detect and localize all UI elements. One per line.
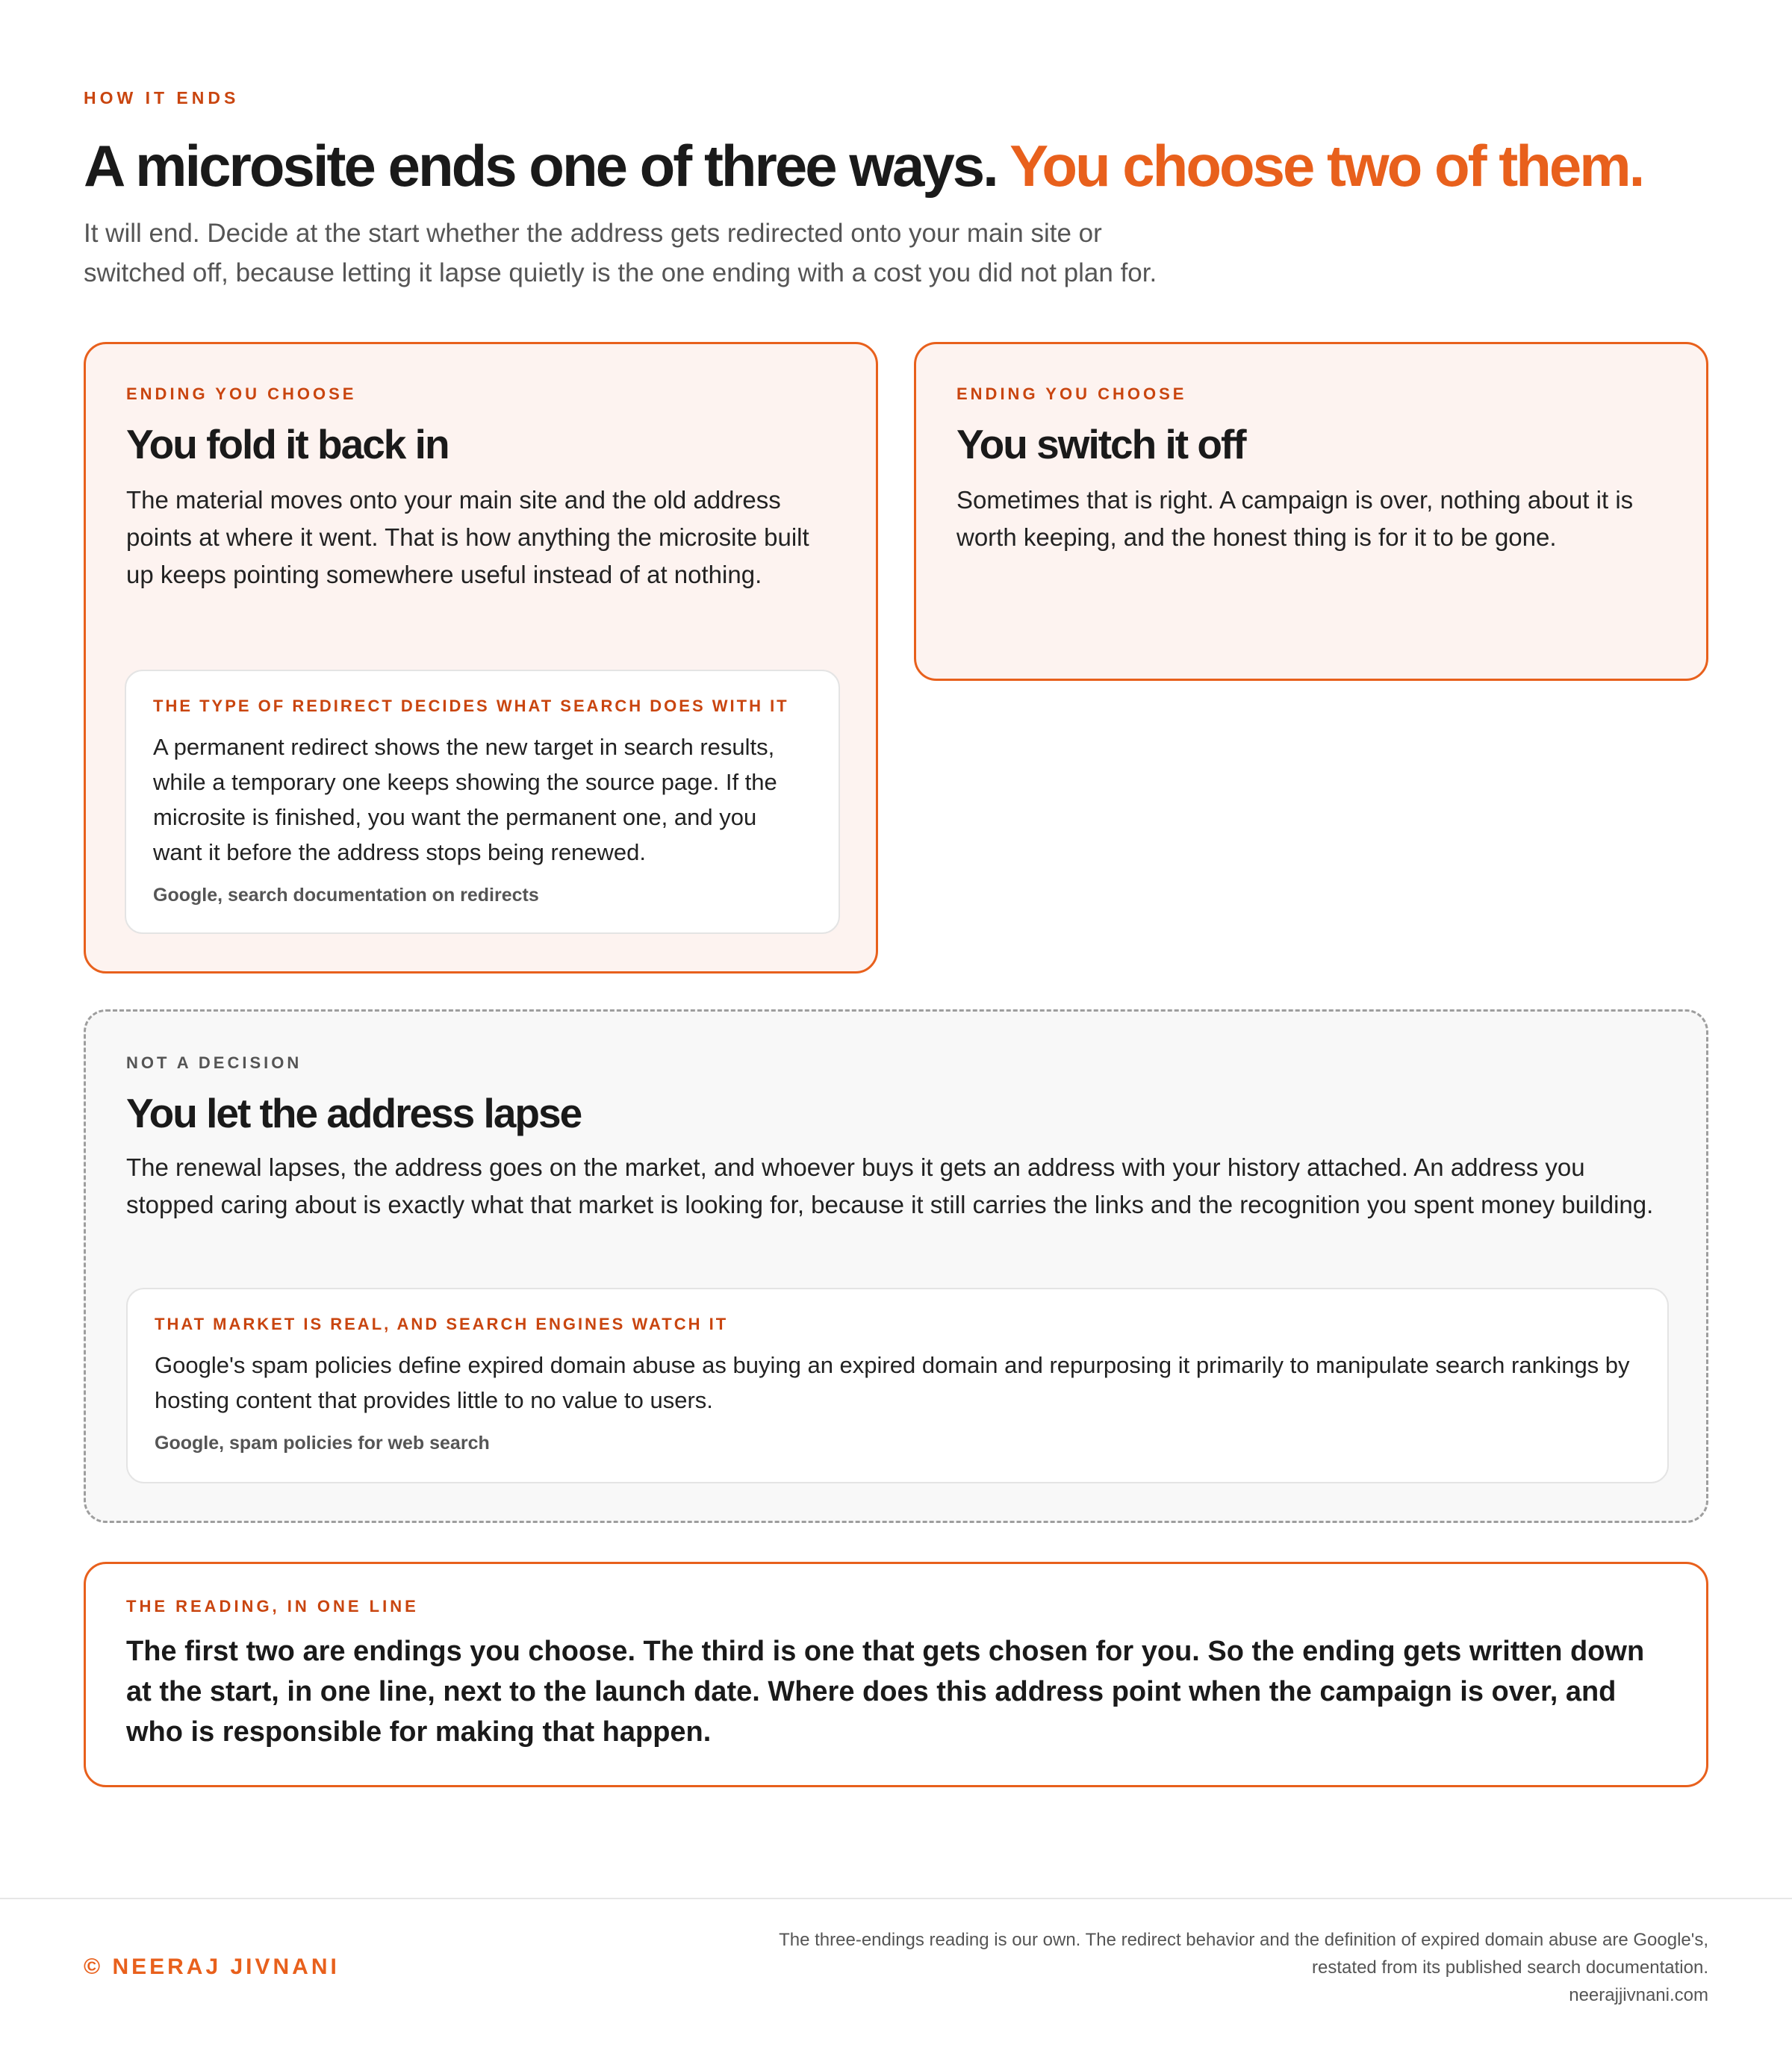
quote-body: Google's spam policies define expired domain abuse as buying an expired domain and repurposing it primarily to manipulate search rankings by hosting content that provides little to no value to users.: [155, 1352, 1630, 1413]
quote-body: A permanent redirect shows the new target in search results, while a temporary one keeps showing the source page. If the microsite is finished, you want the permanent one, and you want it before the address stops being renewed.: [153, 734, 777, 865]
headline-accent: You choose two of them.: [1009, 133, 1643, 199]
footer-url-link[interactable]: neerajjivnani.com: [1569, 1985, 1708, 2005]
footer-note-line: restated from its published search documentation.: [1312, 1957, 1708, 1978]
card-title: You switch it off: [956, 421, 1245, 467]
card-title: You fold it back in: [126, 421, 449, 467]
footer-brand: © NEERAJ JIVNANI: [84, 1954, 340, 1979]
card-title: You let the address lapse: [126, 1090, 582, 1136]
card-label: ENDING YOU CHOOSE: [126, 384, 357, 403]
footer-note: [663, 1926, 1708, 2009]
card-the-reading: [84, 1562, 1708, 1787]
footer-divider: [0, 1898, 1792, 1899]
card-let-it-lapse: [84, 1009, 1708, 1523]
subhead-line: switched off, because letting it lapse quietly is the one ending with a cost you did not plan for.: [84, 258, 1157, 287]
quote-source: Google, spam policies for web search: [155, 1433, 490, 1454]
page-subhead: [84, 214, 1233, 293]
card-body: The renewal lapses, the address goes on the market, and whoever buys it gets an address with your history attached. An address you stopped caring about is exactly what that market is looking for, because it still carries the links and the recognition you spent money building.: [126, 1153, 1654, 1218]
quote-source: Google, search documentation on redirects: [153, 885, 539, 906]
card-label: ENDING YOU CHOOSE: [956, 384, 1187, 403]
card-body: The material moves onto your main site and the old address points at where it went. That is how anything the microsite built up keeps pointing somewhere useful instead of at nothing.: [126, 486, 809, 588]
card-switch-it-off: [914, 342, 1708, 681]
page-headline: [84, 128, 1741, 203]
redirect-quote-box: [125, 670, 840, 934]
expired-domain-quote-box: [126, 1288, 1669, 1483]
card-label: NOT A DECISION: [126, 1053, 302, 1072]
quote-label: THAT MARKET IS REAL, AND SEARCH ENGINES WATCH IT: [155, 1315, 729, 1333]
headline-main: A microsite ends one of three ways.: [84, 133, 997, 199]
card-label: THE READING, IN ONE LINE: [126, 1597, 419, 1616]
reading-statement: The first two are endings you choose. The third is one that gets chosen for you. So the ending gets written down at the start, in one line, next to the launch date. Where does this address point when the campaign is over, and who is responsible for making that happen.: [126, 1636, 1645, 1748]
subhead-line: It will end. Decide at the start whether the address gets redirected onto your main site or: [84, 219, 1102, 248]
card-fold-it-back-in: [84, 342, 878, 974]
card-body: Sometimes that is right. A campaign is over, nothing about it is worth keeping, and the honest thing is for it to be gone.: [956, 486, 1634, 551]
section-eyebrow: HOW IT ENDS: [84, 88, 240, 108]
footer-note-line: The three-endings reading is our own. The redirect behavior and the definition of expired domain abuse are Google's,: [779, 1930, 1708, 1950]
quote-label: THE TYPE OF REDIRECT DECIDES WHAT SEARCH DOES WITH IT: [153, 697, 789, 715]
